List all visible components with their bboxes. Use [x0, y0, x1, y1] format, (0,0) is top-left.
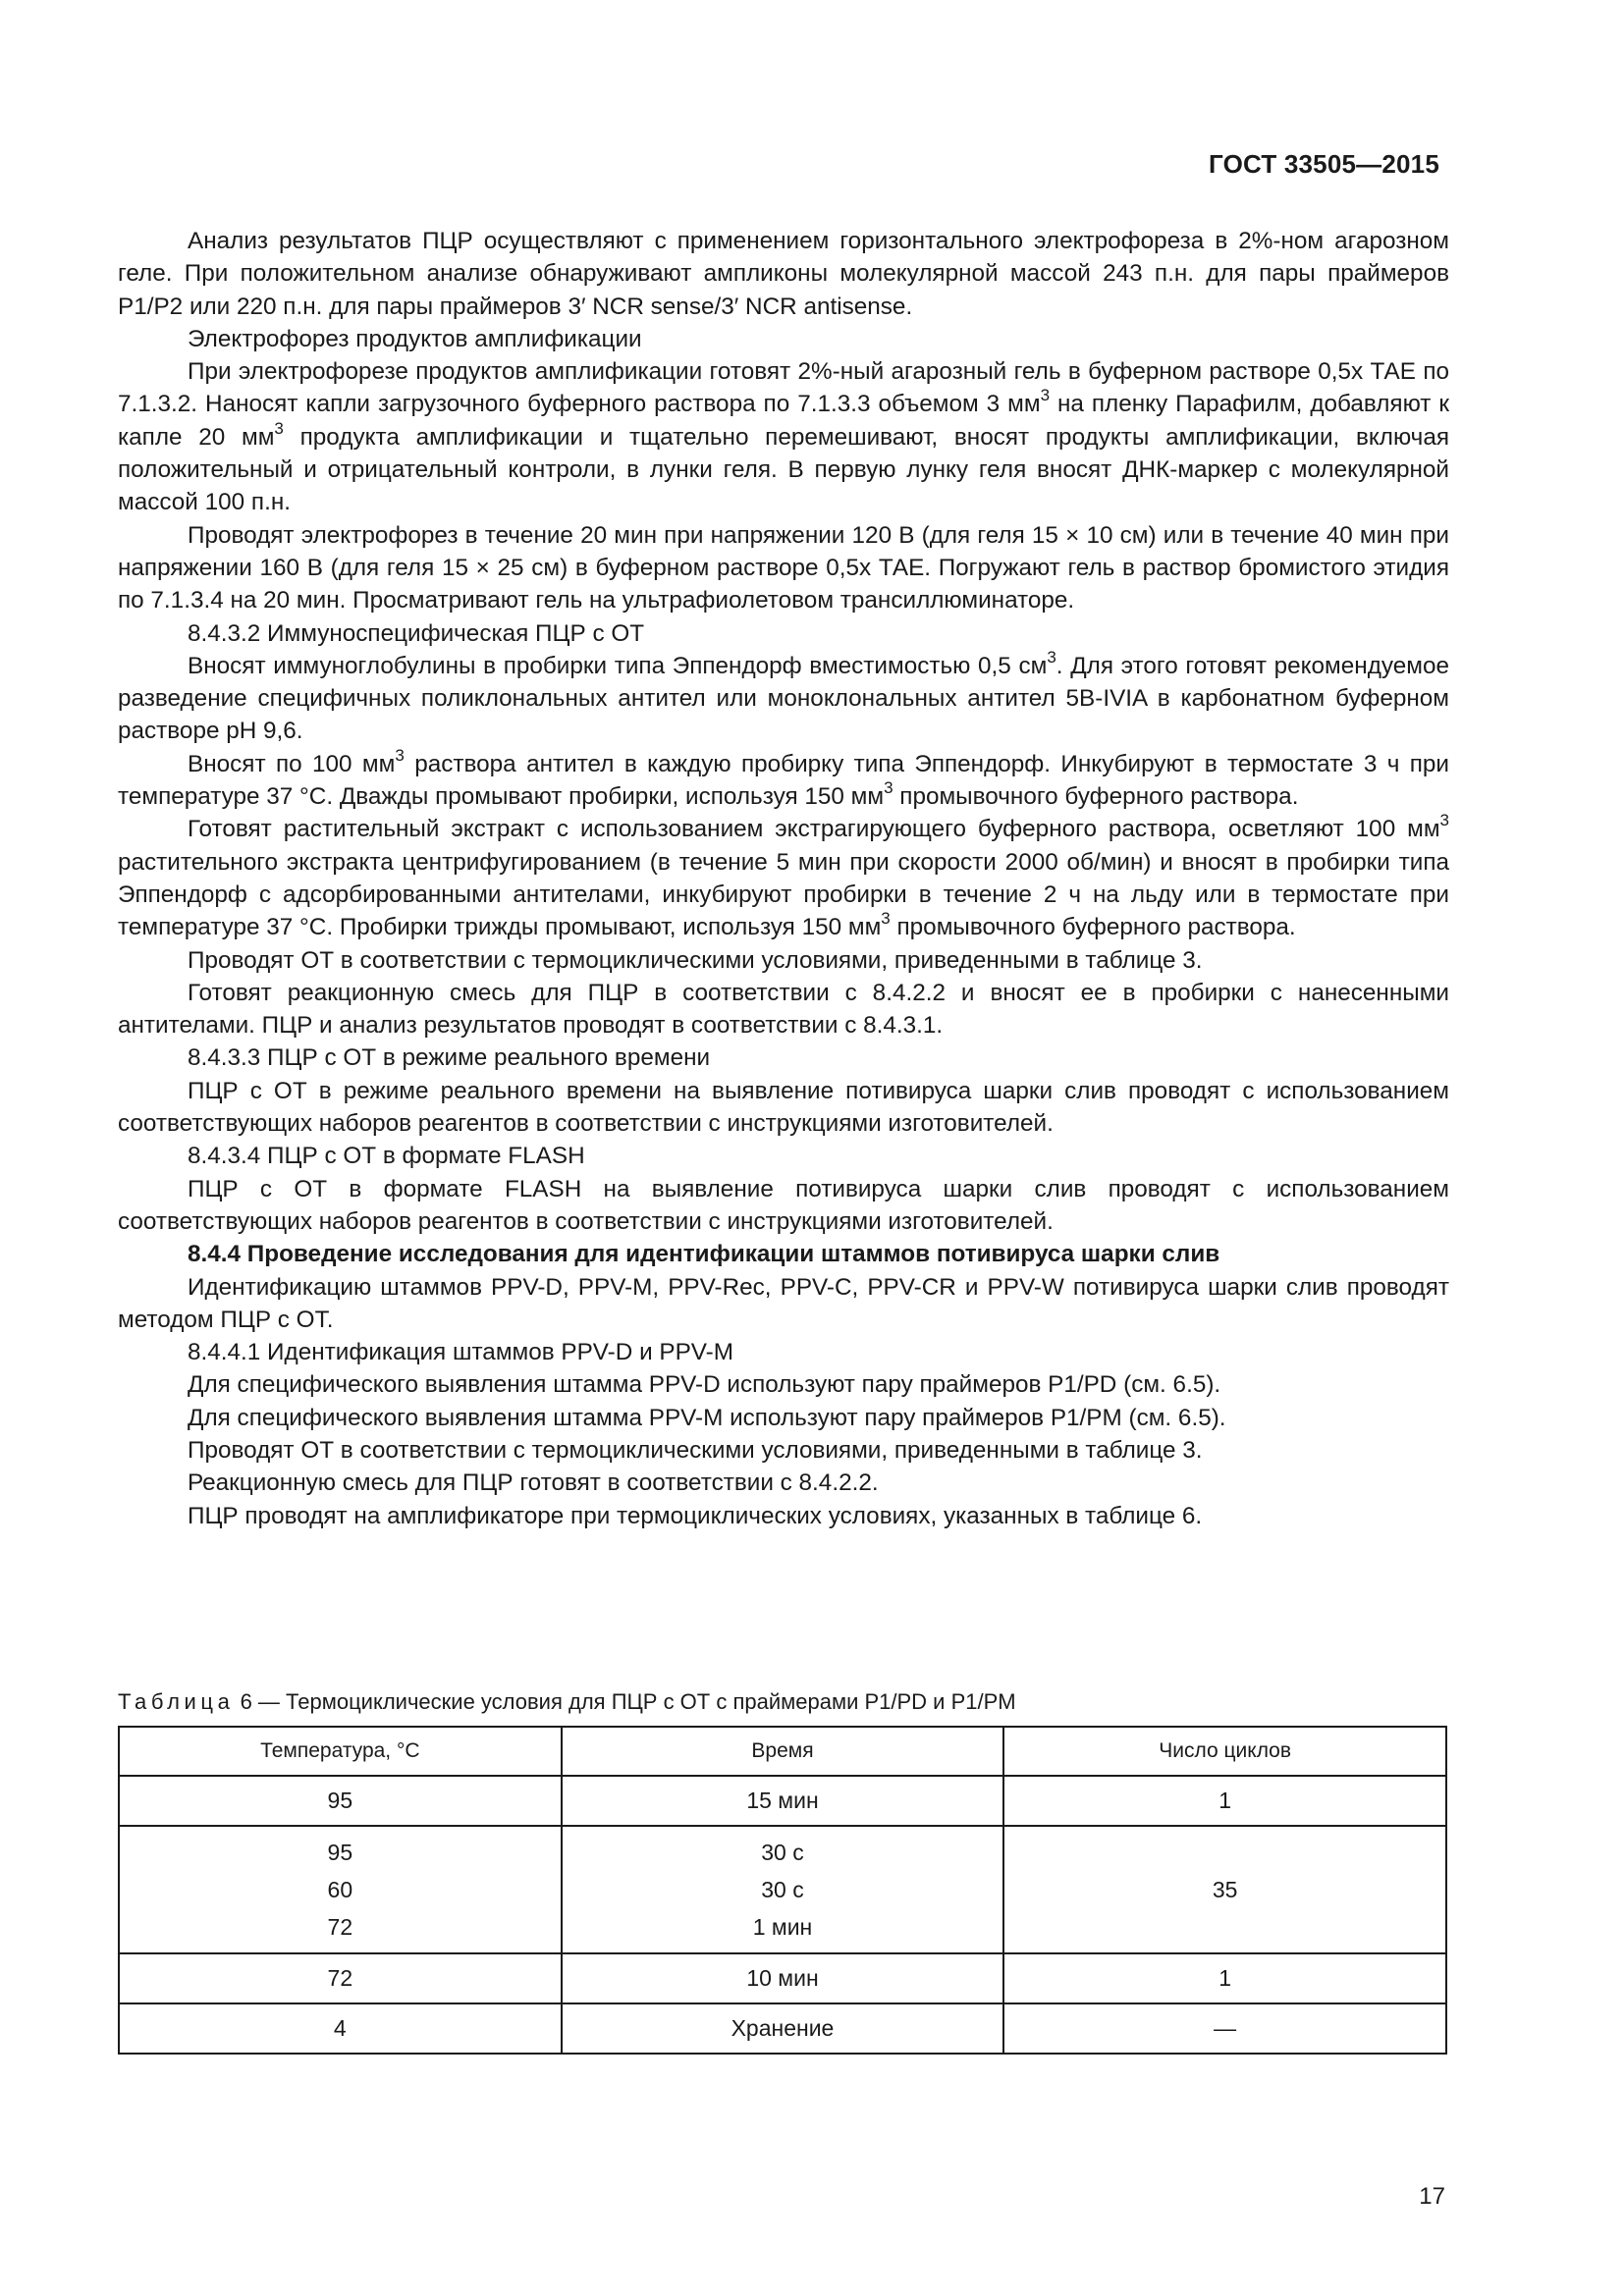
superscript: 3 [1439, 811, 1449, 830]
superscript: 3 [1040, 386, 1051, 405]
cycles-cell: 35 [1003, 1826, 1446, 1953]
subsection-heading: 8.4.3.4 ПЦР с ОТ в формате FLASH [188, 1143, 585, 1170]
paragraph: ПЦР проводят на амплификаторе при термоциклических условиях, указанных в таблице 6. [188, 1502, 1203, 1529]
temperature-cell: 72 [119, 1953, 562, 2003]
paragraph: При электрофорезе продуктов амплификации готовят 2%-ный агарозный гель в буферном растворе 0,5х ТАЕ по 7.1.3.2. Наносят капли загрузочного буферного раствора по 7.1.3.3 объемом 3 $мм^3$ на пленку Парафилм, добавляют к капле 20 $мм^3$ продукта амплификации и тщательно перемешивают, вносят продукты амплификации, включая положительный и отрицательный контроли, в лунки геля. В первую лунку геля вносят ДНК-маркер с молекулярной массой 100 п.н. [118, 358, 1449, 516]
cycles-cell: 1 [1003, 1953, 1446, 2003]
paragraph: Идентификацию штаммов PPV-D, PPV-M, PPV-Rec, PPV-C, PPV-CR и PPV-W потивируса шарки слив проводят методом ПЦР с ОТ. [118, 1273, 1449, 1333]
thermocycling-table [118, 1726, 1447, 2055]
paragraph: Проводят электрофорез в течение 20 мин при напряжении 120 В (для геля 15 × 10 см) или в течение 40 мин при напряжении 160 В (для геля 15 × 25 см) в буферном растворе 0,5х ТАЕ. Погружают гель в раствор бромистого этидия по 7.1.3.4 на 20 мин. Просматривают гель на ультрафиолетовом трансиллюминаторе. [118, 521, 1449, 614]
page-number: 17 [1419, 2183, 1445, 2210]
table-caption-text: 6 — Термоциклические условия для ПЦР с ОТ с праймерами P1/PD и P1/PM [234, 1689, 1016, 1714]
superscript: 3 [395, 745, 405, 765]
paragraph: Для специфического выявления штамма PPV-D используют пару праймеров P1/PD (см. 6.5). [188, 1371, 1221, 1399]
table-row [119, 1953, 1446, 2003]
superscript: 3 [884, 777, 893, 797]
temperature-cell: 95 [119, 1776, 562, 1826]
table-row [119, 1776, 1446, 1826]
paragraph: Вносят иммуноглобулины в пробирки типа Эппендорф вместимостью 0,5 $см^3$. Для этого готовят рекомендуемое разведение специфичных поликлональных антител или моноклональных антител 5B-IVIA в карбонатном буферном растворе pH 9,6. [118, 647, 1449, 745]
paragraph: Проводят ОТ в соответствии с термоциклическими условиями, приведенными в таблице 3. [188, 1436, 1203, 1464]
time-cell: 30 с 30 с 1 мин [562, 1826, 1004, 1953]
table-header-row [119, 1727, 1446, 1776]
paragraph: Готовят реакционную смесь для ПЦР в соответствии с 8.4.2.2 и вносят ее в пробирки с нанесенными антителами. ПЦР и анализ результатов проводят в соответствии с 8.4.3.1. [118, 979, 1449, 1040]
column-header-time: Время [562, 1727, 1004, 1776]
paragraph: Вносят по 100 $мм^3$ раствора антител в каждую пробирку типа Эппендорф. Инкубируют в термостате 3 ч при температуре 37 °С. Дважды промывают пробирки, используя 150 $мм^3$ промывочного буферного раствора. [118, 745, 1450, 811]
table-row [119, 2003, 1446, 2054]
paragraph: Проводят ОТ в соответствии с термоциклическими условиями, приведенными в таблице 3. [188, 946, 1203, 974]
paragraph: Для специфического выявления штамма PPV-M используют пару праймеров P1/PM (см. 6.5). [188, 1404, 1226, 1431]
body-text [118, 225, 1449, 1532]
table-row [119, 1826, 1446, 1953]
paragraph: ПЦР с ОТ в формате FLASH на выявление потивируса шарки слив проводят с использованием соответствующих наборов реагентов в соответствии с инструкциями изготовителей. [118, 1175, 1449, 1235]
time-cell: Хранение [562, 2003, 1004, 2054]
temperature-cell: 95 60 72 [119, 1826, 562, 1953]
subsection-heading: 8.4.4.1 Идентификация штаммов PPV-D и PPV-M [188, 1339, 733, 1366]
time-cell: 15 мин [562, 1776, 1004, 1826]
superscript: 3 [274, 418, 284, 438]
subsection-heading: 8.4.3.3 ПЦР с ОТ в режиме реального времени [188, 1044, 711, 1072]
table-caption-word: Таблица [118, 1689, 235, 1714]
paragraph: Анализ результатов ПЦР осуществляют с применением горизонтального электрофореза в 2%-ном агарозном геле. При положительном анализе обнаруживают ампликоны молекулярной массой 243 п.н. для пары праймеров P1/P2 или 220 п.н. для пары праймеров 3′ NCR sense/3′ NCR antisense. [118, 228, 1449, 320]
column-header-cycles: Число циклов [1003, 1727, 1446, 1776]
table-caption [118, 1688, 1016, 1716]
cycles-cell: 1 [1003, 1776, 1446, 1826]
time-cell: 10 мин [562, 1953, 1004, 2003]
section-heading: 8.4.4 Проведение исследования для идентификации штаммов потивируса шарки слив [188, 1241, 1220, 1268]
subsection-heading: 8.4.3.2 Иммуноспецифическая ПЦР с ОТ [188, 619, 645, 647]
superscript: 3 [881, 909, 891, 929]
column-header-temperature: Температура, °С [119, 1727, 562, 1776]
paragraph: Готовят растительный экстракт с использованием экстрагирующего буферного раствора, осветляют 100 $мм^3$ растительного экстракта центрифугированием (в течение 5 мин при скорости 2000 об/мин) и вносят в пробирки типа Эппендорф с адсорбированными антителами, инкубируют пробирки в течение 2 ч на льду или в термостате при температуре 37 °С. Пробирки трижды промывают, используя 150 $мм^3$ промывочного буферного раствора. [118, 811, 1449, 941]
superscript: 3 [1047, 647, 1056, 667]
paragraph: ПЦР с ОТ в режиме реального времени на выявление потивируса шарки слив проводят с использованием соответствующих наборов реагентов в соответствии с инструкциями изготовителей. [118, 1077, 1449, 1138]
document-id-header: ГОСТ 33505—2015 [1209, 149, 1439, 179]
paragraph: Электрофорез продуктов амплификации [188, 325, 642, 352]
paragraph: Реакционную смесь для ПЦР готовят в соответствии с 8.4.2.2. [188, 1469, 879, 1497]
cycles-cell: — [1003, 2003, 1446, 2054]
temperature-cell: 4 [119, 2003, 562, 2054]
